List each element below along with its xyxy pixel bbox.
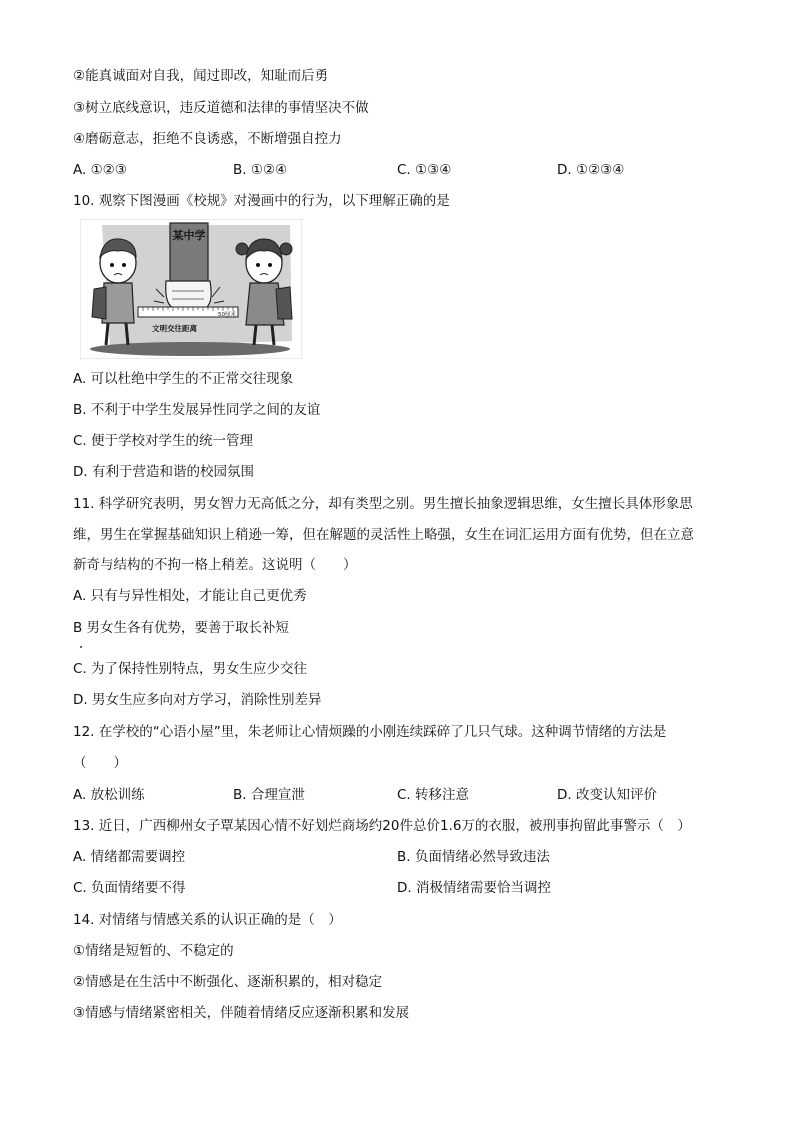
q12-option-a: A. 放松训练 [73,787,145,803]
q9-option-d: D. ①②③④ [557,162,625,178]
q11-option-d: D. 男女生应多向对方学习，消除性别差异 [73,692,322,708]
q10-option-a: A. 可以杜绝中学生的不正常交往现象 [73,371,294,387]
q9-option-b: B. ①②④ [233,162,288,178]
q12-option-c: C. 转移注意 [397,787,470,803]
q9-option-a: A. ①②③ [73,162,127,178]
q9-item-3: ③树立底线意识，违反道德和法律的事情坚决不做 [73,100,369,116]
q14-item-1: ①情绪是短暂的、不稳定的 [73,943,234,959]
q13-option-d: D. 消极情绪需要恰当调控 [397,880,551,896]
q10-option-c: C. 便于学校对学生的统一管理 [73,433,254,449]
ruler-caption: 文明交往距离 [152,324,197,333]
q14-item-3: ③情感与情绪紧密相关，伴随着情绪反应逐渐积累和发展 [73,1005,410,1021]
q9-item-2: ②能真诚面对自我，闻过即改，知耻而后勇 [73,68,329,84]
q11-option-c: C. 为了保持性别特点，男女生应少交往 [73,661,308,677]
q12-stem-line-2: （ ） [73,755,127,771]
q11-stem-line-1: 11. 科学研究表明，男女智力无高低之分，却有类型之别。男生擅长抽象逻辑思维，女生擅长具体形象思 [73,496,693,512]
q9-option-c: C. ①③④ [397,162,452,178]
q11-stem-line-2: 维，男生在掌握基础知识上稍逊一筹，但在解题的灵活性上略强，女生在词汇运用方面有优势，但在立意 [73,527,694,543]
q12-option-d: D. 改变认知评价 [557,787,657,803]
q9-item-4: ④磨砺意志，拒绝不良诱惑，不断增强自控力 [73,131,342,147]
q11-option-b: B 男女生各有优势，要善于取长补短 [73,620,290,636]
q14-stem: 14. 对情绪与情感关系的认识正确的是（ ） [73,912,342,928]
sign-char-1: 某中学 [172,229,206,242]
q13-option-c: C. 负面情绪要不得 [73,880,186,896]
q10-option-b: B. 不利于中学生发展异性同学之间的友谊 [73,402,321,418]
q14-item-2: ②情感是在生活中不断强化、逐渐积累的，相对稳定 [73,974,383,990]
q11-option-a: A. 只有与异性相处，才能让自己更优秀 [73,588,307,604]
option-b-dot [80,646,82,648]
q12-option-b: B. 合理宣泄 [233,787,305,803]
q10-stem: 10. 观察下图漫画《校规》对漫画中的行为，以下理解正确的是 [73,193,450,209]
q10-option-d: D. 有利于营造和谐的校园氛围 [73,464,254,480]
cartoon-school-rules [80,219,302,359]
ruler-mark: 50厘米 [218,312,236,318]
q11-stem-line-3: 新奇与结构的不拘一格上稍差。这说明（ ） [73,557,357,573]
q13-option-a: A. 情绪都需要调控 [73,849,186,865]
q12-stem-line-1: 12. 在学校的“心语小屋”里，朱老师让心情烦躁的小刚连续踩碎了几只气球。这种调节情绪的方法是 [73,724,667,740]
q13-option-b: B. 负面情绪必然导致违法 [397,849,550,865]
q13-stem: 13. 近日，广西柳州女子覃某因心情不好划烂商场约20件总价1.6万的衣服，被刑事拘留此事警示（ ） [73,818,691,834]
